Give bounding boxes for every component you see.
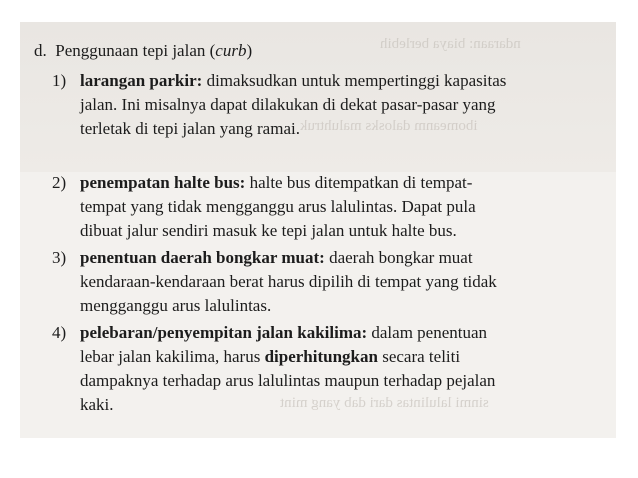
item-number: 3) <box>52 248 67 267</box>
item-term: penempatan halte bus: <box>80 173 246 192</box>
list-item <box>80 70 580 92</box>
item-text: halte bus ditempatkan di tempat- <box>249 173 473 192</box>
item-text: secara teliti <box>382 347 461 366</box>
bleed-through: ndaraan: biaya berlebih <box>380 36 521 52</box>
section-heading <box>34 40 252 62</box>
heading-text: Penggunaan tepi jalan ( <box>55 41 216 60</box>
item-line: kaki. <box>80 395 114 414</box>
item-number: 2) <box>52 173 67 192</box>
item-line: mengganggu arus lalulintas. <box>80 296 272 315</box>
item-line <box>80 346 460 368</box>
item-number: 4) <box>52 323 67 342</box>
item-line: jalan. Ini misalnya dapat dilakukan di dekat pasar-pasar yang <box>80 95 496 114</box>
item-line: dibuat jalur sendiri masuk ke tepi jalan untuk halte bus. <box>80 221 457 240</box>
item-term: penentuan daerah bongkar muat: <box>80 248 325 267</box>
heading-label: d. <box>34 41 47 60</box>
item-number: 1) <box>52 71 67 90</box>
item-line: terletak di tepi jalan yang ramai. <box>80 119 300 138</box>
heading-italic: curb <box>215 41 247 60</box>
item-text: dimaksudkan untuk mempertinggi kapasitas <box>206 71 507 90</box>
heading-close: ) <box>246 41 253 60</box>
item-text: lebar jalan kakilima, harus <box>80 347 261 366</box>
bleed-through: ibomeanm dalosks maluhtruk <box>300 118 478 134</box>
item-line: tempat yang tidak mengganggu arus lalulintas. Dapat pula <box>80 197 476 216</box>
item-text: daerah bongkar muat <box>329 248 473 267</box>
list-item <box>80 172 472 194</box>
list-item <box>80 322 487 344</box>
item-line: dampaknya terhadap arus lalulintas maupun terhadap pejalan <box>80 371 496 390</box>
item-emphasis: diperhitungkan <box>264 347 378 366</box>
item-text: dalam penentuan <box>371 323 488 342</box>
item-term: pelebaran/penyempitan jalan kakilima: <box>80 323 368 342</box>
list-item <box>80 247 473 269</box>
bleed-through: sinmi lalulintas dari dab yang mint <box>280 395 489 411</box>
item-line: kendaraan-kendaraan berat harus dipilih di tempat yang tidak <box>80 272 497 291</box>
item-term: larangan parkir: <box>80 71 203 90</box>
